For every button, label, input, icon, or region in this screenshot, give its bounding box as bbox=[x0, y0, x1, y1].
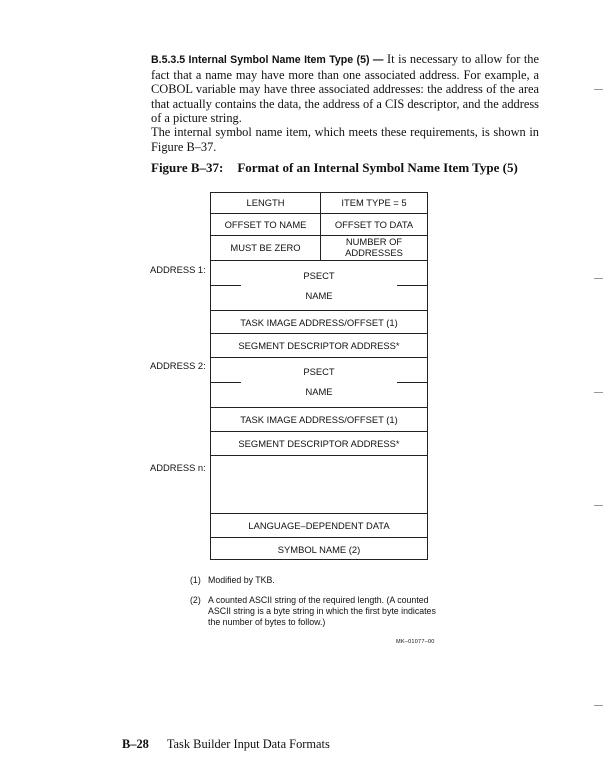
psect-stub bbox=[397, 382, 427, 383]
margin-mark bbox=[594, 89, 603, 90]
figure-code: MK–01077–00 bbox=[396, 639, 435, 645]
psect-label: PSECT bbox=[303, 366, 335, 377]
name-label: NAME bbox=[305, 290, 333, 301]
figure-title bbox=[151, 160, 518, 176]
divider bbox=[211, 537, 427, 538]
section-heading: B.5.3.5 Internal Symbol Name Item Type (5) — bbox=[151, 54, 384, 66]
address-n-label: ADDRESS n: bbox=[150, 462, 206, 473]
psect-stub bbox=[211, 285, 241, 286]
figure-label: Figure B–37: bbox=[151, 160, 224, 175]
divider bbox=[211, 357, 427, 358]
divider bbox=[211, 513, 427, 514]
footnote-2 bbox=[190, 595, 440, 629]
address-1-label: ADDRESS 1: bbox=[150, 264, 206, 275]
footnote-number: (1) bbox=[190, 575, 201, 585]
footnote-number: (2) bbox=[190, 595, 201, 605]
item-type-cell: ITEM TYPE = 5 bbox=[341, 197, 407, 208]
offset-name-cell: OFFSET TO NAME bbox=[224, 219, 307, 230]
divider bbox=[211, 213, 427, 214]
symbol-name-cell: SYMBOL NAME (2) bbox=[277, 544, 361, 555]
divider bbox=[211, 407, 427, 408]
figure-caption: Format of an Internal Symbol Name Item Type (5) bbox=[237, 160, 518, 175]
margin-mark bbox=[594, 392, 603, 393]
margin-mark bbox=[594, 505, 603, 506]
language-data-cell: LANGUAGE–DEPENDENT DATA bbox=[248, 520, 390, 531]
number-of-addresses-line-1: NUMBER OF bbox=[345, 236, 403, 247]
psect-stub bbox=[211, 382, 241, 383]
segment-descriptor-cell: SEGMENT DESCRIPTOR ADDRESS* bbox=[238, 340, 400, 351]
address-2-label: ADDRESS 2: bbox=[150, 360, 206, 371]
offset-data-cell: OFFSET TO DATA bbox=[334, 219, 414, 230]
footnote-text: Modified by TKB. bbox=[208, 575, 275, 585]
divider bbox=[211, 333, 427, 334]
footnote-1 bbox=[190, 575, 440, 586]
psect-label: PSECT bbox=[303, 270, 335, 281]
margin-mark bbox=[594, 705, 603, 706]
number-of-addresses-cell bbox=[321, 236, 427, 258]
margin-mark bbox=[594, 278, 603, 279]
page-number: B–28 bbox=[122, 737, 149, 751]
divider bbox=[211, 310, 427, 311]
footnote-text: A counted ASCII string of the required length. (A counted ASCII string is a byte string in which the first byte indicates the number of bytes to follow.) bbox=[208, 595, 436, 628]
segment-descriptor-cell: SEGMENT DESCRIPTOR ADDRESS* bbox=[238, 438, 400, 449]
number-of-addresses-line-2: ADDRESSES bbox=[345, 247, 403, 258]
item-format-diagram bbox=[210, 192, 428, 560]
must-be-zero-cell: MUST BE ZERO bbox=[230, 242, 301, 253]
section-text: It is necessary to allow for the fact that a name may have more than one associated address. For example, a COBOL variable may have three associated addresses: the address of the area that actually contains the data, the address of a CIS descriptor, and the address of a picture string. bbox=[151, 52, 539, 126]
footer-title: Task Builder Input Data Formats bbox=[166, 737, 330, 751]
psect-stub bbox=[397, 285, 427, 286]
paragraph-2: The internal symbol name item, which meets these requirements, is shown in Figure B–37. bbox=[151, 125, 539, 154]
task-image-address-cell: TASK IMAGE ADDRESS/OFFSET (1) bbox=[240, 414, 398, 425]
divider bbox=[211, 455, 427, 456]
divider bbox=[211, 260, 427, 261]
section-paragraph bbox=[151, 52, 539, 126]
page-footer bbox=[122, 737, 330, 752]
task-image-address-cell: TASK IMAGE ADDRESS/OFFSET (1) bbox=[240, 317, 398, 328]
length-cell: LENGTH bbox=[246, 197, 285, 208]
divider bbox=[211, 431, 427, 432]
name-label: NAME bbox=[305, 386, 333, 397]
